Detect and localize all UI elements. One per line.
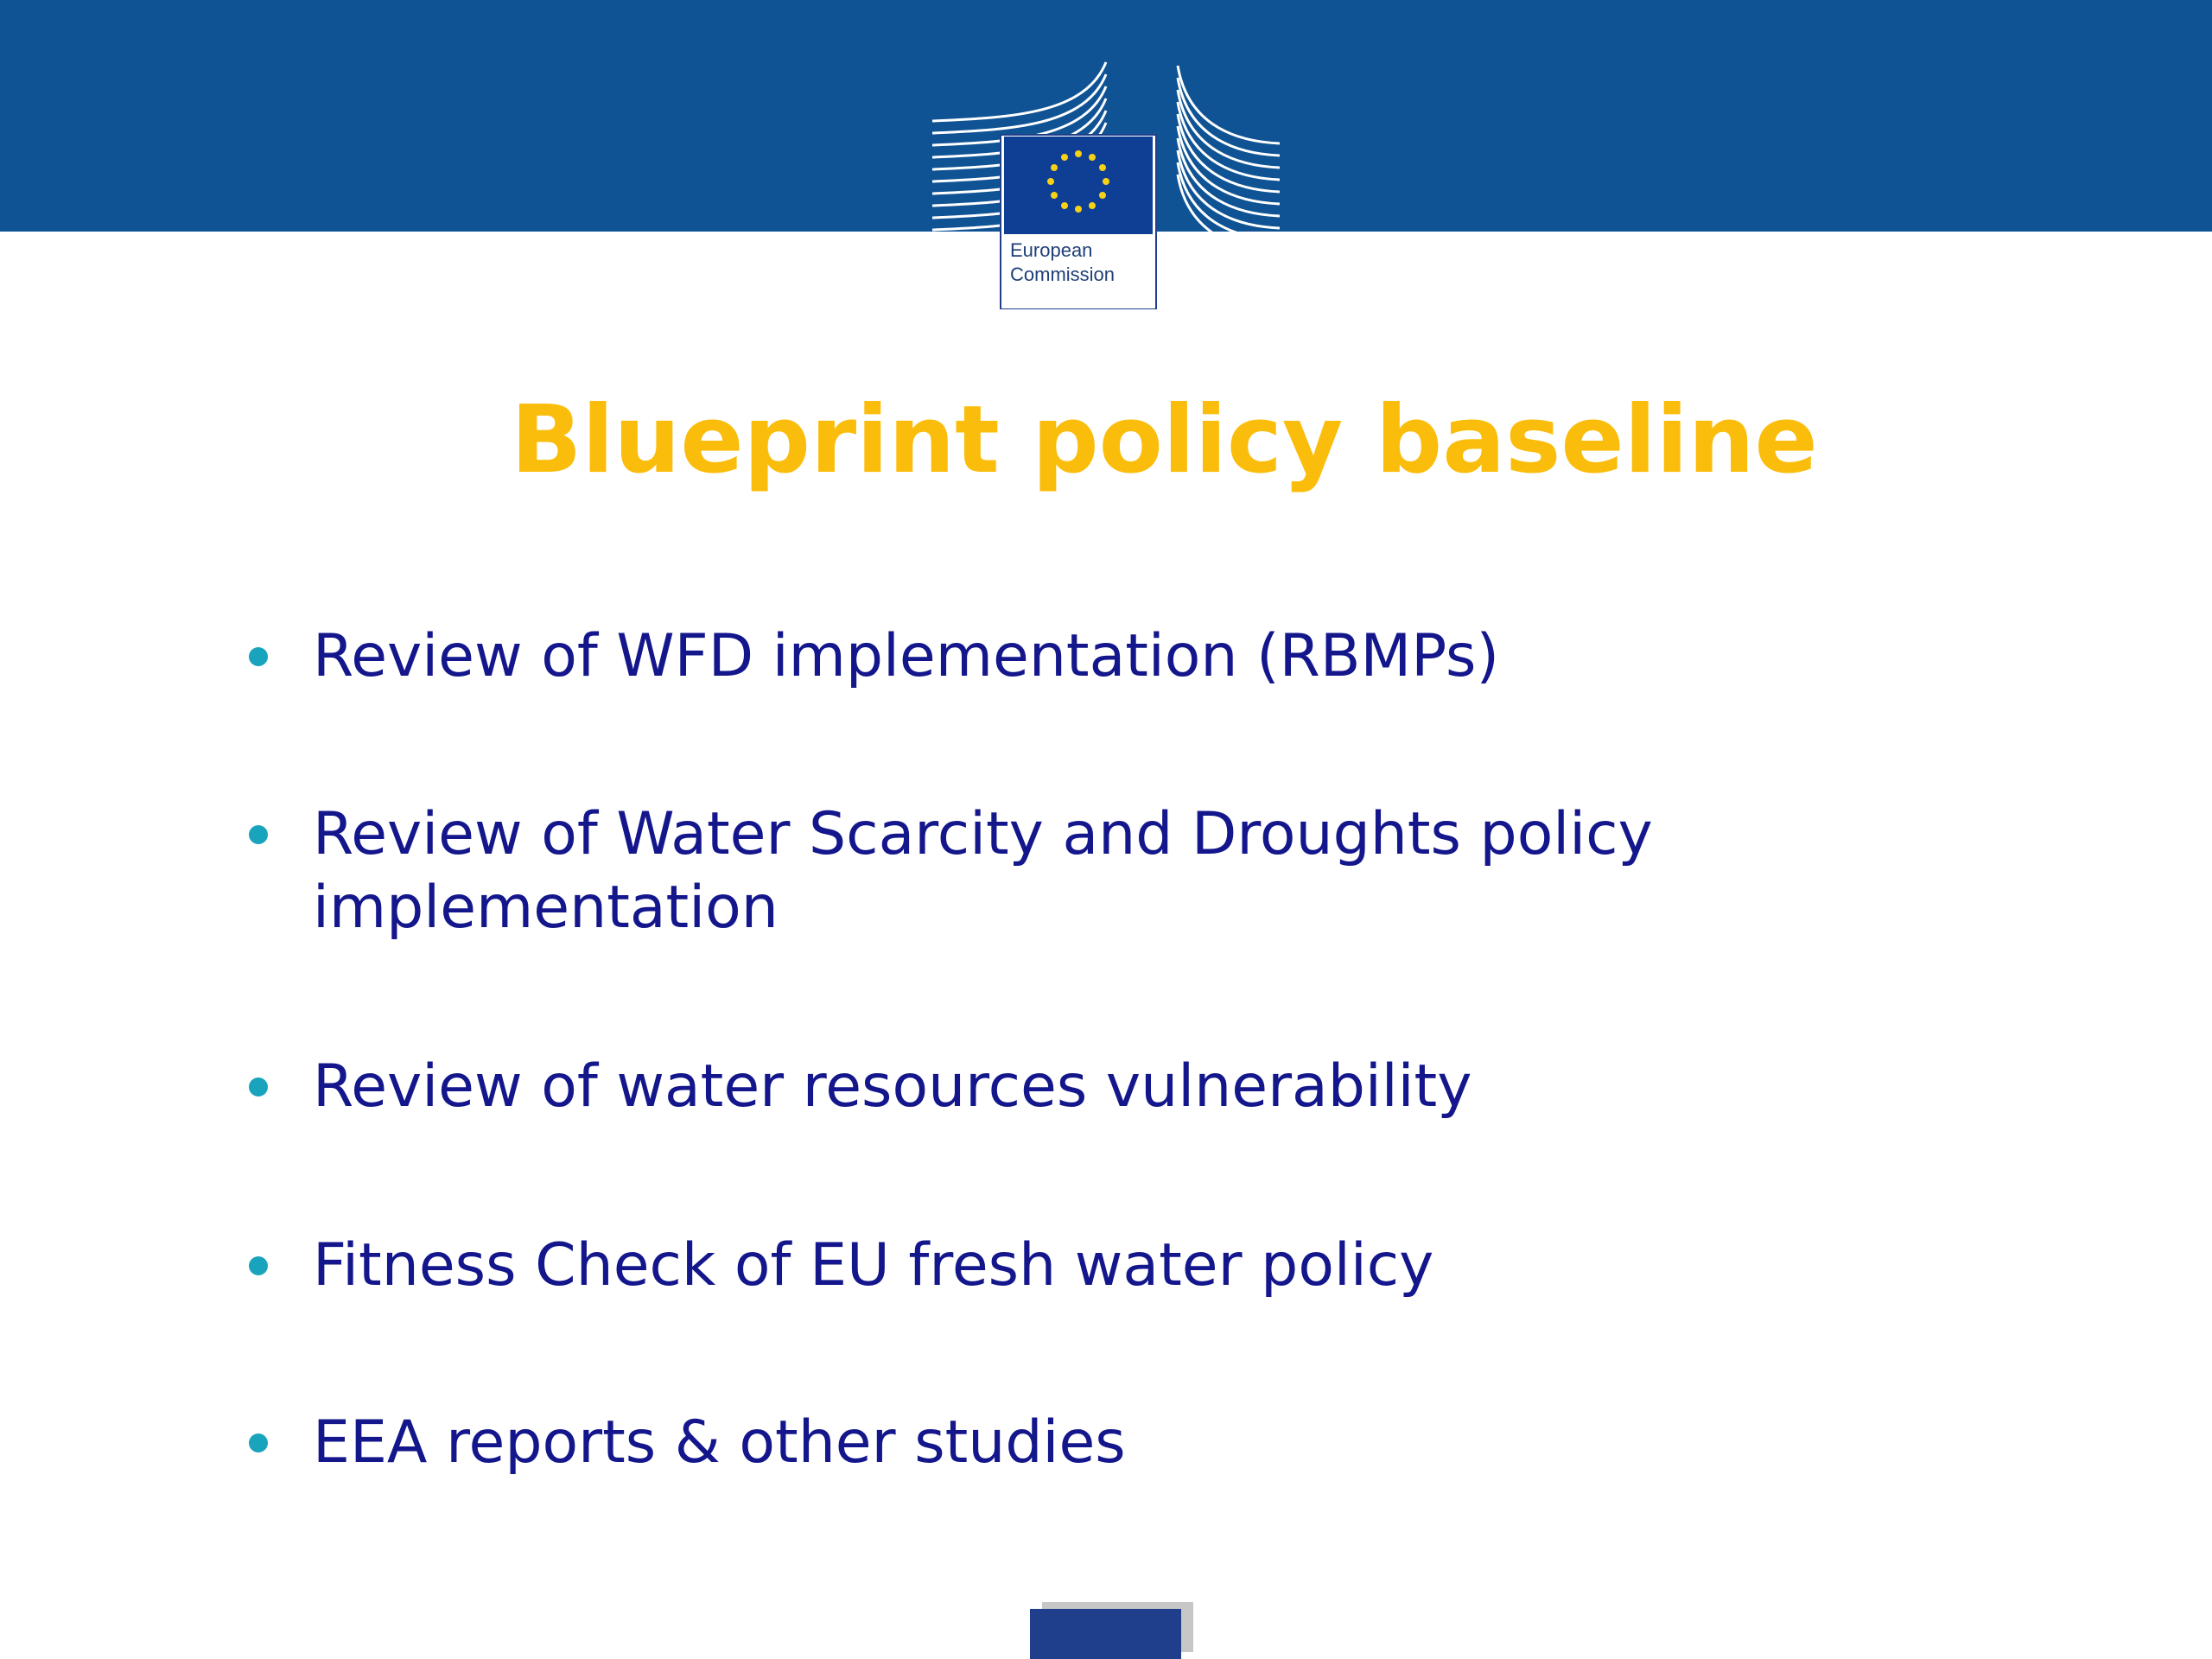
logo-text (1010, 238, 1115, 287)
bullet-dot-icon (249, 647, 268, 666)
bullet-item-wfd-review (242, 620, 2143, 693)
logo-line-commission: Commission (1010, 264, 1116, 285)
bullet-text: Review of WFD implementation (RBMPs) (313, 622, 1499, 690)
bullet-item-fitness-check (242, 1229, 2143, 1302)
european-commission-logo-icon (929, 59, 1283, 309)
bullet-text: Review of water resources vulnerability (313, 1052, 1472, 1121)
bullet-text: Review of Water Scarcity and Droughts policy implementation (313, 800, 1653, 942)
footer-block (1030, 1609, 1181, 1659)
bullet-item-eea-reports (242, 1406, 2143, 1479)
bullet-dot-icon (249, 1433, 268, 1452)
bullet-item-water-scarcity-review (242, 798, 2143, 944)
logo-line-european: European (1010, 239, 1093, 261)
bullet-item-vulnerability-review (242, 1050, 2143, 1123)
bullet-text: EEA reports & other studies (313, 1408, 1126, 1477)
bullet-dot-icon (249, 1256, 268, 1275)
bullet-dot-icon (249, 825, 268, 844)
slide-title: Blueprint policy baseline (511, 386, 1818, 494)
bullet-text: Fitness Check of EU fresh water policy (313, 1231, 1434, 1300)
bullet-dot-icon (249, 1077, 268, 1096)
